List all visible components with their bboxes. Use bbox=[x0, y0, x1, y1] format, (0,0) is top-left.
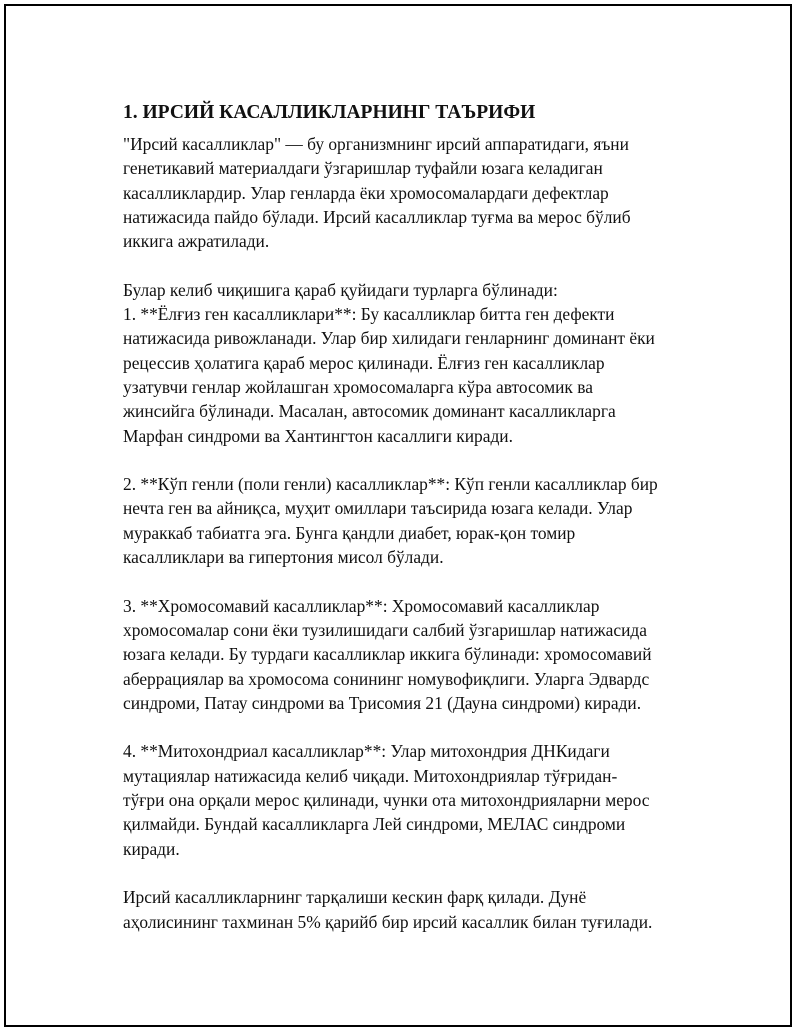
text-line: юзага келади. Бу турдаги касалликлар иккига бўлинади: хромосомавий bbox=[123, 644, 652, 665]
text-line: мураккаб табиатга эга. Бунга қандли диабет, юрак-қон томир bbox=[123, 522, 576, 543]
text-line: иккига ажратилади. bbox=[123, 231, 270, 252]
text-line: 2. **Кўп генли (поли генли) касалликлар**: Кўп генли касалликлар бир bbox=[123, 474, 658, 495]
text-line: аҳолисининг тахминан 5% қарийб бир ирсий касаллик билан туғилади. bbox=[123, 911, 653, 932]
text-line: натижасида ривожланади. Улар бир хилидаги генларнинг доминант ёки bbox=[123, 328, 655, 349]
text-line: мутациялар натижасида келиб чиқади. Митохондриялар тўғридан- bbox=[123, 765, 618, 786]
document-body bbox=[123, 100, 698, 958]
text-line: Булар келиб чиқишига қараб қуйидаги турларга бўлинади: bbox=[123, 279, 558, 300]
text-line: Марфан синдроми ва Хантингтон касаллиги киради. bbox=[123, 425, 513, 446]
paragraph-single-gene bbox=[123, 278, 698, 448]
text-line: аберрациялар ва хромосома сонининг номувофиқлиги. Уларга Эдвардс bbox=[123, 668, 650, 689]
text-line: 3. **Хромосомавий касалликлар**: Хромосомавий касалликлар bbox=[123, 595, 600, 616]
paragraph-polygenic bbox=[123, 472, 698, 569]
text-line: қилмайди. Бундай касалликларга Лей синдроми, МЕЛАС синдроми bbox=[123, 814, 626, 835]
text-line: генетикавий материалдаги ўзгаришлар туфайли юзага келадиган bbox=[123, 158, 603, 179]
text-line: "Ирсий касалликлар" — бу организмнинг ирсий аппаратидаги, яъни bbox=[123, 134, 629, 154]
text-line: нечта ген ва айниқса, муҳит омиллари таъсирида юзага келади. Улар bbox=[123, 498, 633, 519]
text-line: узатувчи генлар жойлашган хромосомаларга кўра автосомик ва bbox=[123, 376, 593, 397]
page-title: 1. ИРСИЙ КАСАЛЛИКЛАРНИНГ ТАЪРИФИ bbox=[123, 102, 536, 123]
text-line: жинсийга бўлинади. Масалан, автосомик доминант касалликларга bbox=[123, 401, 616, 422]
text-line: рецессив ҳолатига қараб мерос қилинади. Ёлғиз ген касалликлар bbox=[123, 352, 605, 373]
text-line: Ирсий касалликларнинг тарқалиши кескин фарқ қилади. Дунё bbox=[123, 887, 587, 908]
text-line: 1. **Ёлғиз ген касалликлари**: Бу касалликлар битта ген дефекти bbox=[123, 304, 615, 325]
text-line: хромосомалар сони ёки тузилишидаги салбий ўзгаришлар натижасида bbox=[123, 619, 647, 640]
text-line: киради. bbox=[123, 838, 180, 859]
text-line: касалликлардир. Улар генларда ёки хромосомалардаги дефектлар bbox=[123, 182, 609, 203]
text-line: тўғри она орқали мерос қилинади, чунки ота митохондрияларни мерос bbox=[123, 790, 650, 811]
paragraph-definition bbox=[123, 132, 698, 253]
text-line: натижасида пайдо бўлади. Ирсий касалликлар туғма ва мерос бўлиб bbox=[123, 206, 631, 227]
paragraph-mitochondrial bbox=[123, 739, 698, 860]
paragraph-prevalence bbox=[123, 885, 698, 934]
text-line: 4. **Митохондриал касалликлар**: Улар митохондрия ДНКидаги bbox=[123, 741, 610, 762]
paragraph-chromosomal bbox=[123, 594, 698, 715]
page-frame bbox=[4, 4, 792, 1027]
text-line: синдроми, Патау синдроми ва Трисомия 21 (Дауна синдроми) киради. bbox=[123, 692, 642, 713]
text-line: касалликлари ва гипертония мисол бўлади. bbox=[123, 547, 444, 568]
